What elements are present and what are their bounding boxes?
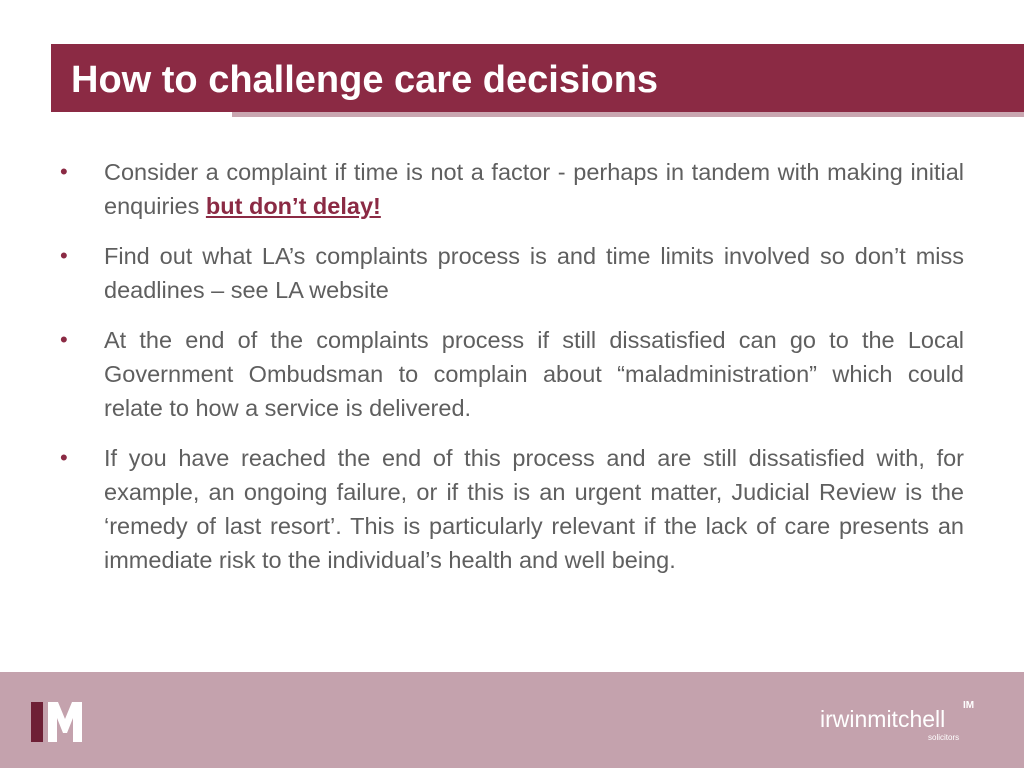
bullet-marker: • xyxy=(60,327,68,352)
bullet-marker: • xyxy=(60,445,68,470)
bullet-list xyxy=(60,155,964,593)
bullet-emphasis: but don’t delay! xyxy=(205,193,381,219)
bullet-text: If you have reached the end of this process and are still dissatisfied with, for example, an ongoing failure, or if this is an urgent matter, Judicial Review is the ‘remedy of last resort’. This is particularly relevant if the lack of care presents an immediate risk to the individual’s health and well being. xyxy=(104,445,964,573)
bullet-item-process xyxy=(60,239,964,307)
bullet-marker: • xyxy=(60,159,68,184)
brand-subtitle: solicitors xyxy=(928,733,960,742)
bullet-text: Find out what LA’s complaints process is and time limits involved so don’t miss deadlines – see LA website xyxy=(104,243,964,303)
title-underline xyxy=(232,112,1024,117)
slide-title: How to challenge care decisions xyxy=(71,59,659,101)
brand-name: irwinmitchell xyxy=(820,706,946,732)
bullet-item-judicial-review xyxy=(60,441,964,577)
im-logo xyxy=(31,702,95,742)
bullet-text: At the end of the complaints process if still dissatisfied can go to the Local Government Ombudsman to complain about “maladministration” which could relate to how a service is delivered. xyxy=(104,327,964,421)
brand-mark-icon: IM xyxy=(963,700,975,711)
bullet-item-ombudsman xyxy=(60,323,964,425)
bullet-text: Consider a complaint if time is not a factor - perhaps in tandem with making initial enquiries xyxy=(104,159,964,219)
bullet-item-complaint xyxy=(60,155,964,223)
bullet-marker: • xyxy=(60,243,68,268)
